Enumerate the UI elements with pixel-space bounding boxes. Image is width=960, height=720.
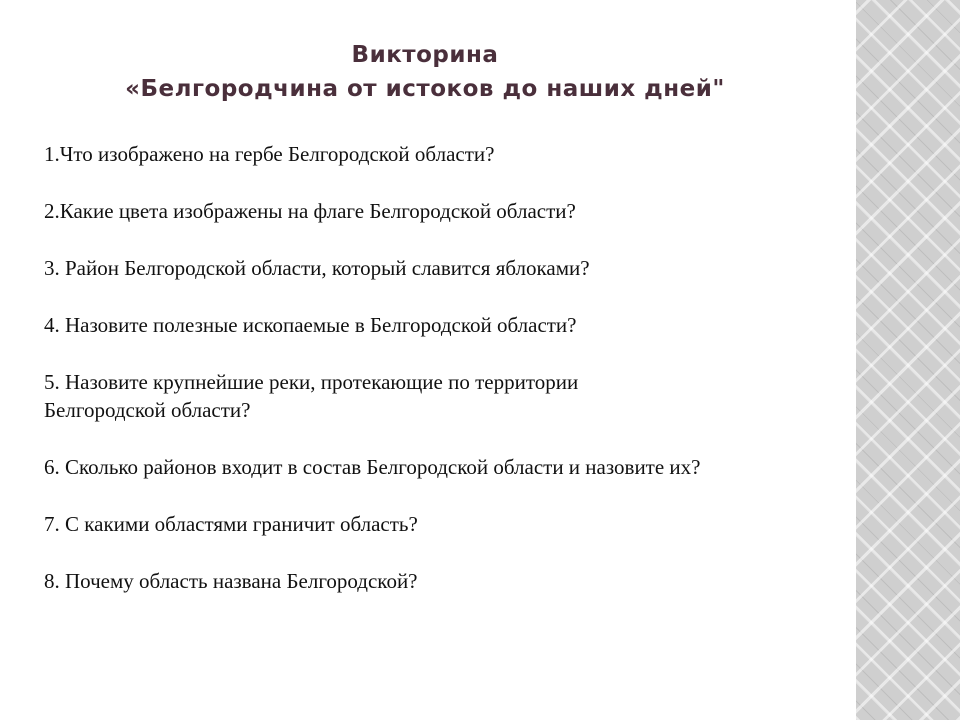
decorative-side-panel [856, 0, 960, 720]
question-text: 5. Назовите крупнейшие реки, протекающие по территории [44, 370, 579, 394]
question-text-continued: Белгородской области? [44, 398, 251, 422]
slide-title [60, 38, 790, 106]
question-list [44, 140, 834, 624]
question-text: 8. Почему область названа Белгородской? [44, 569, 418, 593]
question-item [44, 197, 834, 225]
question-item [44, 567, 834, 595]
title-line-1: Викторина [351, 42, 499, 68]
title-line-2: «Белгородчина от истоков до наших дней" [125, 76, 725, 102]
question-text: 6. Сколько районов входит в состав Белгородской области и назовите их? [44, 455, 701, 479]
question-item [44, 510, 834, 538]
question-text: 7. С какими областями граничит область? [44, 512, 418, 536]
question-text: 3. Район Белгородской области, который славится яблоками? [44, 256, 590, 280]
question-item [44, 254, 834, 282]
question-text: 2.Какие цвета изображены на флаге Белгородской области? [44, 199, 576, 223]
question-item [44, 140, 834, 168]
question-item [44, 368, 834, 424]
question-item [44, 453, 834, 481]
question-item [44, 311, 834, 339]
question-text: 1.Что изображено на гербе Белгородской области? [44, 142, 495, 166]
question-text: 4. Назовите полезные ископаемые в Белгородской области? [44, 313, 577, 337]
